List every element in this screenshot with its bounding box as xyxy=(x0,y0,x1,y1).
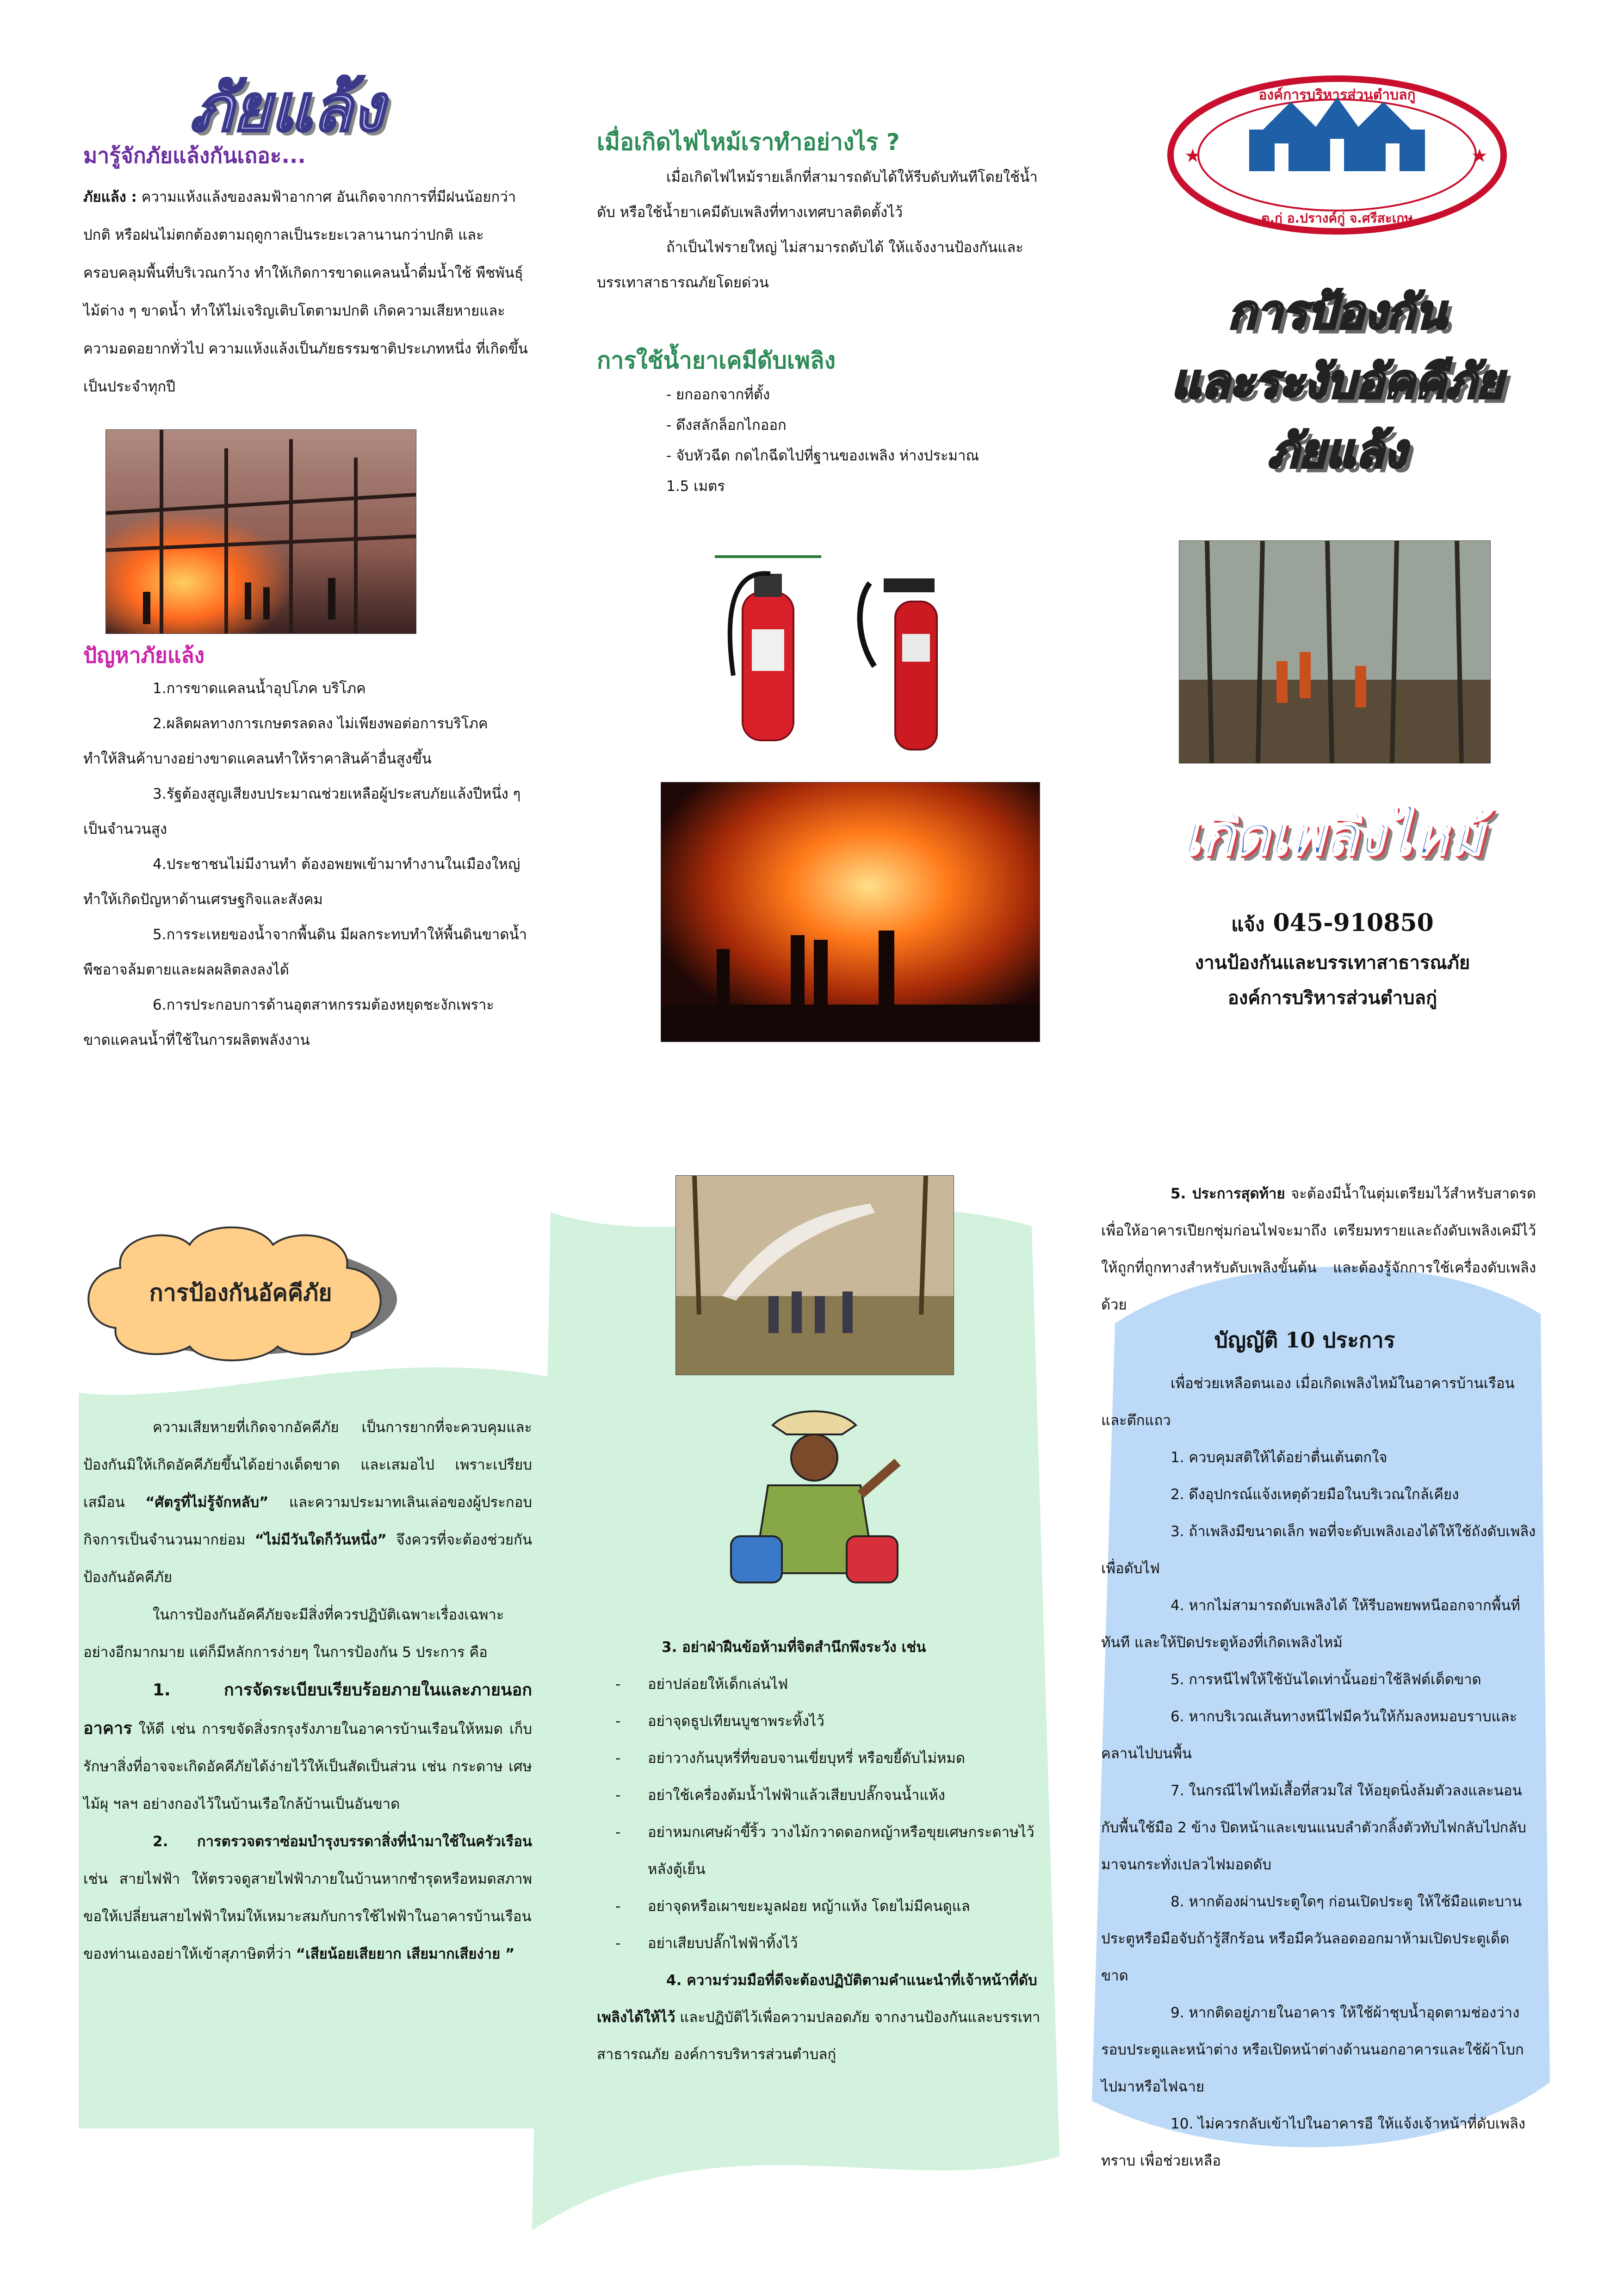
prohibition-item: - อย่าจุดธูปเทียนบูชาพระทิ้งไว้ xyxy=(597,1703,1041,1740)
final-measure: 5. ประการสุดท้าย จะต้องมีน้ำในตุ่มเตรียมไว้สำหรับสาดรดเพื่อให้อาคารเปียกชุ่มก่อนไฟจะมาถึง เตรียมทรายและถังดับเพลิงเคมีไว้ให้ถูกที่ถูกทางสำหรับดับเพลิงขั้นต้น และต้องรู้จักการใช้เครื่องดับเพลิงด้วย xyxy=(1101,1185,1536,1313)
brochure-title-line: ภัยแล้ง xyxy=(1268,424,1406,478)
drought-title: ภัยแล้ง xyxy=(190,71,384,146)
fire-safety-rules: 3. อย่าฝ่าฝืนข้อห้ามที่จิตสำนึกพึงระวัง เช่น - อย่าปล่อยให้เด็กเล่นไฟ - อย่าจุดธูปเทียนบูชาพระทิ้งไว้ - อย่าวางก้นบุหรี่ที่ขอบจานเขี่ยบุหรี่ หรือขยี้ดับไม่หมด - อย่าใช้เครื่องต้มน้ำไฟฟ้าแล้วเสียบปลั๊กจนน้ำแห้ง - อย่าหมกเศษผ้าขี้ริ้ว วางไม้กวาดดอกหญ้าหรือขุยเศษกระดาษไว้หลังตู้เย็น - อย่าจุดหรือเผาขยะมูลฝอย หญ้าแห้ง โดยไม่มีคนดูแล - อย่าเสียบปลั๊กไฟฟ้าทิ้งไว้ 4. ความร่วมมือที่ดีจะต้องปฏิบัติตามคำแนะนำที่เจ้าหน้าที่ดับเพลิงได้ให้ไว้ และปฏิบัติไว้เพื่อความปลอดภัย จากงานป้องกันและบรรเทาสาธารณภัย องค์การบริหารส่วนตำบลกู่ xyxy=(597,1629,1041,2073)
org-logo xyxy=(1166,74,1508,236)
drought-problems-title: ปัญหาภัยแล้ง xyxy=(83,643,205,668)
extinguisher-step: - ดึงสลักล็อกไกออก xyxy=(666,417,787,434)
ten-commandments-list: เพื่อช่วยเหลือตนเอง เมื่อเกิดเพลิงไหม้ในอาคารบ้านเรือน และตึกแถว 1. ควบคุมสติให้ได้อย่าตื่นเต้นตกใจ 2. ดึงอุปกรณ์แจ้งเหตุด้วยมือในบริเวณใกล้เคียง 3. ถ้าเพลิงมีขนาดเล็ก พอที่จะดับเพลิงเองได้ให้ใช้ถังดับเพลิงเพื่อดับไฟ 4. หากไม่สามารถดับเพลิงได้ ให้รีบอพยพหนีออกจากพื้นที่ทันที และให้ปิดประตูห้องที่เกิดเพลิงไหม้ 5. การหนีไฟให้ใช้บันไดเท่านั้นอย่าใช้ลิฟต์เด็ดขาด 6. หากบริเวณเส้นทางหนีไฟมีควันให้ก้มลงหมอบราบและคลานไปบนพื้น 7. ในกรณีไฟไหม้เสื้อที่สวมใส่ ให้อยุดนิ่งล้มตัวลงและนอนกับพื้นใช้มือ 2 ข้าง ปิดหน้าและเขนแนบลำตัวกลิ้งตัวทับไฟกลับไปกลับมาจนกระทั่งเปลวไฟมอดดับ 8. หากต้องผ่านประตูใดๆ ก่อนเปิดประตู ให้ใช้มือแตะบานประตูหรือมือจับถ้ารู้สึกร้อน หรือมีควันลอดออกมาห้ามเปิดประตูเด็ดขาด 9. หากติดอยู่ภายในอาคาร ให้ใช้ผ้าชุบน้ำอุดตามช่องว่างรอบประตูและหน้าต่าง หรือเปิดหน้าต่างด้านนอกอาคารและใช้ผ้าโบกไปมาหรือไฟฉาย 10. ไม่ควรกลับเข้าไปในอาคารอี ให้แจ้งเจ้าหน้าที่ดับเพลิงทราบ เพื่อช่วยเหลือ xyxy=(1101,1365,1536,2179)
brochure-title-line: และระงับอัคคีภัย xyxy=(1171,354,1503,409)
fire-prevention-cloud xyxy=(65,1217,416,1370)
emergency-contact xyxy=(1124,902,1541,1016)
prohibition-item: - อย่าใช้เครื่องต้มน้ำไฟฟ้าแล้วเสียบปลั๊กจนน้ำแห้ง xyxy=(597,1777,1041,1814)
problem-item: 6.การประกอบการด้านอุตสาหกรรมต้องหยุดชะงักเพราะขาดแคลนน้ำที่ใช้ในการผลิตพลังงาน xyxy=(83,997,494,1049)
problem-item: 1.การขาดแคลนน้ำอุปโภค บริโภค xyxy=(153,680,366,697)
commandment-item: 10. ไม่ควรกลับเข้าไปในอาคารอี ให้แจ้งเจ้าหน้าที่ดับเพลิงทราบ เพื่อช่วยเหลือ xyxy=(1101,2116,1525,2169)
extinguisher-usage-title: การใช้น้ำยาเคมีดับเพลิง xyxy=(597,347,836,374)
fire-extinguisher-icon xyxy=(715,555,821,750)
fire-prevention-text: ความเสียหายที่เกิดจากอัคคีภัย เป็นการยากที่จะควบคุมและป้องกันมิให้เกิดอัคคีภัยขึ้นได้อย่างเด็ดขาด และเสมอไป เพราะเปรียบเสมือน “ศัตรูที่ไม่รู้จักหลับ” และความประมาทเลินเล่อของผู้ประกอบกิจการเป็นจำนวนมากย่อม “ไม่มีวันใดก็วันหนึ่ง” จึงควรที่จะต้องช่วยกันป้องกันอัคคีภัย ในการป้องกันอัคคีภัยจะมีสิ่งที่ควรปฏิบัติเฉพาะเรื่องเฉพาะอย่างอีกมากมาย แต่ก็มีหลักการง่ายๆ ในการป้องกัน 5 ประการ คือ 1. การจัดระเบียบเรียบร้อยภายในและภายนอกอาคาร ให้ดี เช่น การขจัดสิ่งรกรุงรังภายในอาคารบ้านเรือนให้หมด เก็บรักษาสิ่งที่อาจจะเกิดอัคคีภัยได้ง่ายไว้ให้เป็นสัดเป็นส่วน เช่น กระดาษ เศษไม้ผุ ฯลฯ อย่างกองไว้ในบ้านเรือใกล้บ้านเป็นอันขาด 2. การตรวจตราซ่อมบำรุงบรรดาสิ่งที่นำมาใช้ในครัวเรือน เช่น สายไฟฟ้า ให้ตรวจดูสายไฟฟ้าภายในบ้านหากชำรุดหรือหมดสภาพ ขอให้เปลี่ยนสายไฟฟ้าใหม่ให้เหมาะสมกับการใช้ไฟฟ้าในอาคารบ้านเรือนของท่านเองอย่าให้เข้าสุภาษิตที่ว่า “เสียน้อยเสียยาก เสียมากเสียง่าย ” xyxy=(83,1419,533,1962)
prohibition-item: - อย่าปล่อยให้เด็กเล่นไฟ xyxy=(597,1666,1041,1703)
problem-item: 2.ผลิตผลทางการเกษตรลดลง ไม่เพียงพอต่อการบริโภค xyxy=(153,715,488,732)
commandment-item: 4. หากไม่สามารถดับเพลิงได้ ให้รีบอพยพหนีออกจากพื้นที่ทันที และให้ปิดประตูห้องที่เกิดเพลิงไหม้ xyxy=(1101,1597,1520,1651)
forest-fire-photo xyxy=(1179,540,1491,763)
problem-item: 4.ประชาชนไม่มีงานทำ ต้องอพยพเข้ามาทำงานในเมืองใหญ่ ทำให้เกิดปัญหาด้านเศรษฐกิจและสังคม xyxy=(83,856,520,908)
commandment-item: 8. หากต้องผ่านประตูใดๆ ก่อนเปิดประตู ให้ใช้มือแตะบานประตูหรือมือจับถ้ารู้สึกร้อน หรือมีควันลอดออกมาห้ามเปิดประตูเด็ดขาด xyxy=(1101,1893,1522,1984)
extinguisher-step: - ยกออกจากที่ตั้ง xyxy=(666,386,770,403)
co2-extinguisher-icon xyxy=(851,574,958,754)
commandment-item: 6. หากบริเวณเส้นทางหนีไฟมีควันให้ก้มลงหมอบราบและคลานไปบนพื้น xyxy=(1101,1708,1518,1762)
fire-what-to-do-text: เมื่อเกิดไฟไหม้รายเล็กที่สามารถดับได้ให้รีบดับทันทีโดยใช้น้ำดับ หรือใช้น้ำยาเคมีดับเพลิงที่ทางเทศบาลติดตั้งไว้ ถ้าเป็นไฟรายใหญ่ ไม่สามารถดับได้ ให้แจ้งงานป้องกันและบรรเทาสาธารณภัยโดยด่วน xyxy=(597,169,1038,291)
commandment-item: 2. ดึงอุปกรณ์แจ้งเหตุด้วยมือในบริเวณใกล้เคียง xyxy=(1171,1486,1459,1503)
commandment-item: 9. หากติดอยู่ภายในอาคาร ให้ใช้ผ้าชุบน้ำอุดตามช่องว่างรอบประตูและหน้าต่าง หรือเปิดหน้าต่างด้านนอกอาคารและใช้ผ้าโบกไปมาหรือไฟฉาย xyxy=(1101,2004,1524,2095)
svg-text:★: ★ xyxy=(1184,145,1201,167)
house-fire-photo xyxy=(661,782,1040,1042)
firefighters-spraying-photo xyxy=(675,1175,954,1375)
logo-text-top: องค์การบริหารส่วนตำบลกู่ xyxy=(1258,87,1416,103)
commandment-item: 3. ถ้าเพลิงมีขนาดเล็ก พอที่จะดับเพลิงเองได้ให้ใช้ถังดับเพลิงเพื่อดับไฟ xyxy=(1101,1523,1536,1577)
phone-number: 045-910850 xyxy=(1273,909,1434,937)
drought-problems xyxy=(83,671,532,1058)
woman-with-bags-clipart xyxy=(722,1407,907,1601)
fire-alert-wordart: เกิดเพลิงไหม้ xyxy=(1182,803,1483,867)
brochure-title-line: การป้องกัน xyxy=(1228,285,1446,339)
commandment-item: 5. การหนีไฟให้ใช้บันไดเท่านั้นอย่าใช้ลิฟต์เด็ดขาด xyxy=(1171,1671,1481,1688)
fire-what-to-do-title: เมื่อเกิดไฟไหม้เราทำอย่างไร ? xyxy=(597,129,900,155)
prohibition-item: - อย่าวางก้นบุหรี่ที่ขอบจานเขี่ยบุหรี่ หรือขยี้ดับไม่หมด xyxy=(597,1740,1041,1777)
phone-line: แจ้ง 045-910850 xyxy=(1231,909,1434,937)
department-name: งานป้องกันและบรรเทาสาธารณภัย xyxy=(1195,952,1470,974)
commandment-item: 7. ในกรณีไฟไหม้เสื้อที่สวมใส่ ให้อยุดนิ่งล้มตัวลงและนอนกับพื้นใช้มือ 2 ข้าง ปิดหน้าและเขนแนบลำตัวกลิ้งตัวทับไฟกลับไปกลับมาจนกระทั่งเปลวไฟมอดดับ xyxy=(1101,1782,1526,1873)
organization-name: องค์การบริหารส่วนตำบลกู่ xyxy=(1227,987,1437,1009)
brochure-title xyxy=(1129,278,1545,486)
extinguisher-step: 1.5 เมตร xyxy=(666,478,725,495)
prohibition-item: - อย่าหมกเศษผ้าขี้ริ้ว วางไม้กวาดดอกหญ้าหรือขุยเศษกระดาษไว้หลังตู้เย็น xyxy=(597,1814,1041,1888)
extinguisher-steps xyxy=(666,379,1036,502)
commandment-item: 1. ควบคุมสติให้ได้อย่าตื่นเต้นตกใจ xyxy=(1171,1449,1388,1466)
drought-subtitle: มารู้จักภัยแล้งกันเถอะ... xyxy=(83,143,306,168)
problem-item: 5.การระเหยของน้ำจากพื้นดิน มีผลกระทบทำให้พื้นดินขาดน้ำ พืชอาจล้มตายและผลผลิตลงลงได้ xyxy=(83,926,527,978)
cloud-title: การป้องกันอัคคีภัย xyxy=(149,1279,332,1306)
prohibition-item: - อย่าจุดหรือเผาขยะมูลฝอย หญ้าแห้ง โดยไม่มีคนดูแล xyxy=(597,1888,1041,1925)
svg-text:★: ★ xyxy=(1471,145,1488,167)
problem-item: 3.รัฐต้องสูญเสียงบประมาณช่วยเหลือผู้ประสบภัยแล้งปีหนึ่ง ๆ เป็นจำนวนสูง xyxy=(83,786,521,838)
drought-intro: ภัยแล้ง : ความแห้งแล้งของลมฟ้าอากาศ อันเกิดจากการที่มีฝนน้อยกว่าปกติ หรือฝนไม่ตกต้องตามฤดูกาลเป็นระยะเวลานานกว่าปกติ และครอบคลุมพื้นที่บริเวณกว้าง ทำให้เกิดการขาดแคลนน้ำดื่มน้ำใช้ พืชพันธุ์ไม้ต่าง ๆ ขาดน้ำ ทำให้ไม่เจริญเติบโตตามปกติ เกิดความเสียหายและความอดอยากทั่วไป ความแห้งแล้งเป็นภัยธรรมชาติประเภทหนึ่ง ที่เกิดขึ้นเป็นประจำทุกปี xyxy=(83,189,528,395)
ten-commandments-title: บัญญัติ 10 ประการ xyxy=(1214,1328,1395,1353)
prohibition-item: - อย่าเสียบปลั๊กไฟฟ้าทิ้งไว้ xyxy=(597,1925,1041,1962)
industrial-fire-photo xyxy=(105,429,416,634)
problem-item: ทำให้สินค้าบางอย่างขาดแคลนทำให้ราคาสินค้าอื่นสูงขึ้น xyxy=(83,751,432,767)
rule-3-heading: 3. อย่าฝ่าฝืนข้อห้ามที่จิตสำนึกพึงระวัง เช่น xyxy=(662,1639,926,1656)
extinguisher-step: - จับหัวฉีด กดไกฉีดไปที่ฐานของเพลิง ห่างประมาณ xyxy=(666,447,979,464)
logo-text-bottom: ต.กู่ อ.ปรางค์กู่ จ.ศรีสะเกษ xyxy=(1261,211,1413,226)
